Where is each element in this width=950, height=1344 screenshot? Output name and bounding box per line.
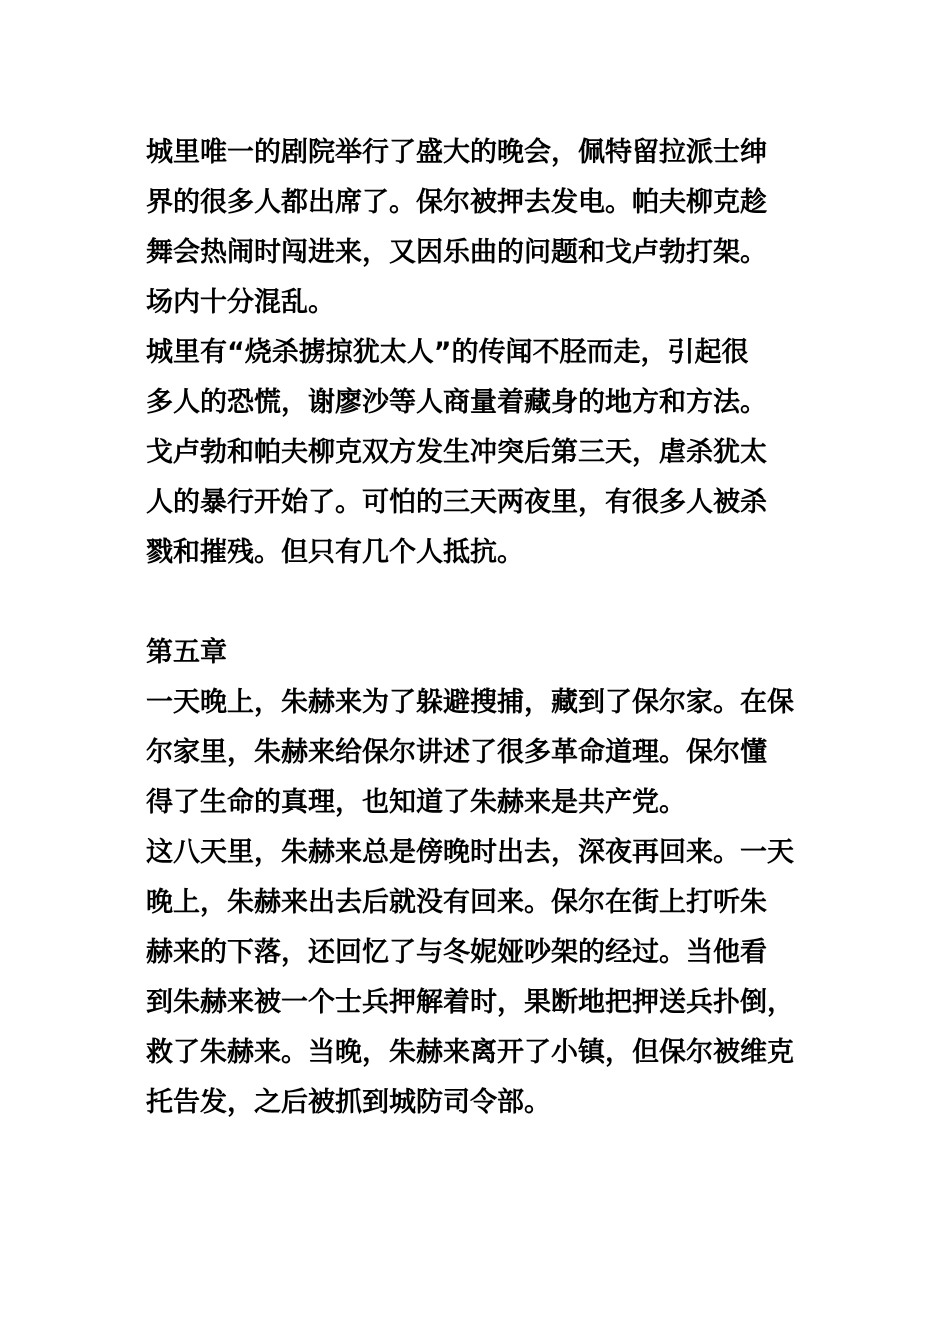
text-line: 到朱赫来被一个士兵押解着时，果断地把押送兵扑倒， bbox=[146, 987, 794, 1018]
text-line: 尔家里，朱赫来给保尔讲述了很多革命道理。保尔懂 bbox=[146, 737, 767, 768]
text-line: 城里有“烧杀掳掠犹太人”的传闻不胫而走，引起很 bbox=[146, 337, 749, 368]
chapter-title: 第五章 bbox=[146, 637, 227, 668]
document-body bbox=[146, 128, 812, 1128]
text-line: 城里唯一的剧院举行了盛大的晚会，佩特留拉派士绅 bbox=[146, 137, 767, 168]
text-line: 戮和摧残。但只有几个人抵抗。 bbox=[146, 537, 524, 568]
text-line: 场内十分混乱。 bbox=[146, 287, 335, 318]
text-line: 晚上，朱赫来出去后就没有回来。保尔在街上打听朱 bbox=[146, 887, 767, 918]
text-line: 界的很多人都出席了。保尔被押去发电。帕夫柳克趁 bbox=[146, 187, 767, 218]
text-line: 得了生命的真理，也知道了朱赫来是共产党。 bbox=[146, 787, 686, 818]
text-line: 戈卢勃和帕夫柳克双方发生冲突后第三天，虐杀犹太 bbox=[146, 437, 767, 468]
text-line: 舞会热闹时闯进来，又因乐曲的问题和戈卢勃打架。 bbox=[146, 237, 767, 268]
text-line: 一天晚上，朱赫来为了躲避搜捕，藏到了保尔家。在保 bbox=[146, 687, 794, 718]
text-line: 这八天里，朱赫来总是傍晚时出去，深夜再回来。一天 bbox=[146, 837, 794, 868]
text-line: 赫来的下落，还回忆了与冬妮娅吵架的经过。当他看 bbox=[146, 937, 767, 968]
text-line: 多人的恐慌，谢廖沙等人商量着藏身的地方和方法。 bbox=[146, 387, 767, 418]
text-line: 托告发，之后被抓到城防司令部。 bbox=[146, 1087, 551, 1118]
text-line: 人的暴行开始了。可怕的三天两夜里，有很多人被杀 bbox=[146, 487, 767, 518]
blank-line bbox=[146, 578, 812, 628]
text-line: 救了朱赫来。当晚，朱赫来离开了小镇，但保尔被维克 bbox=[146, 1037, 794, 1068]
